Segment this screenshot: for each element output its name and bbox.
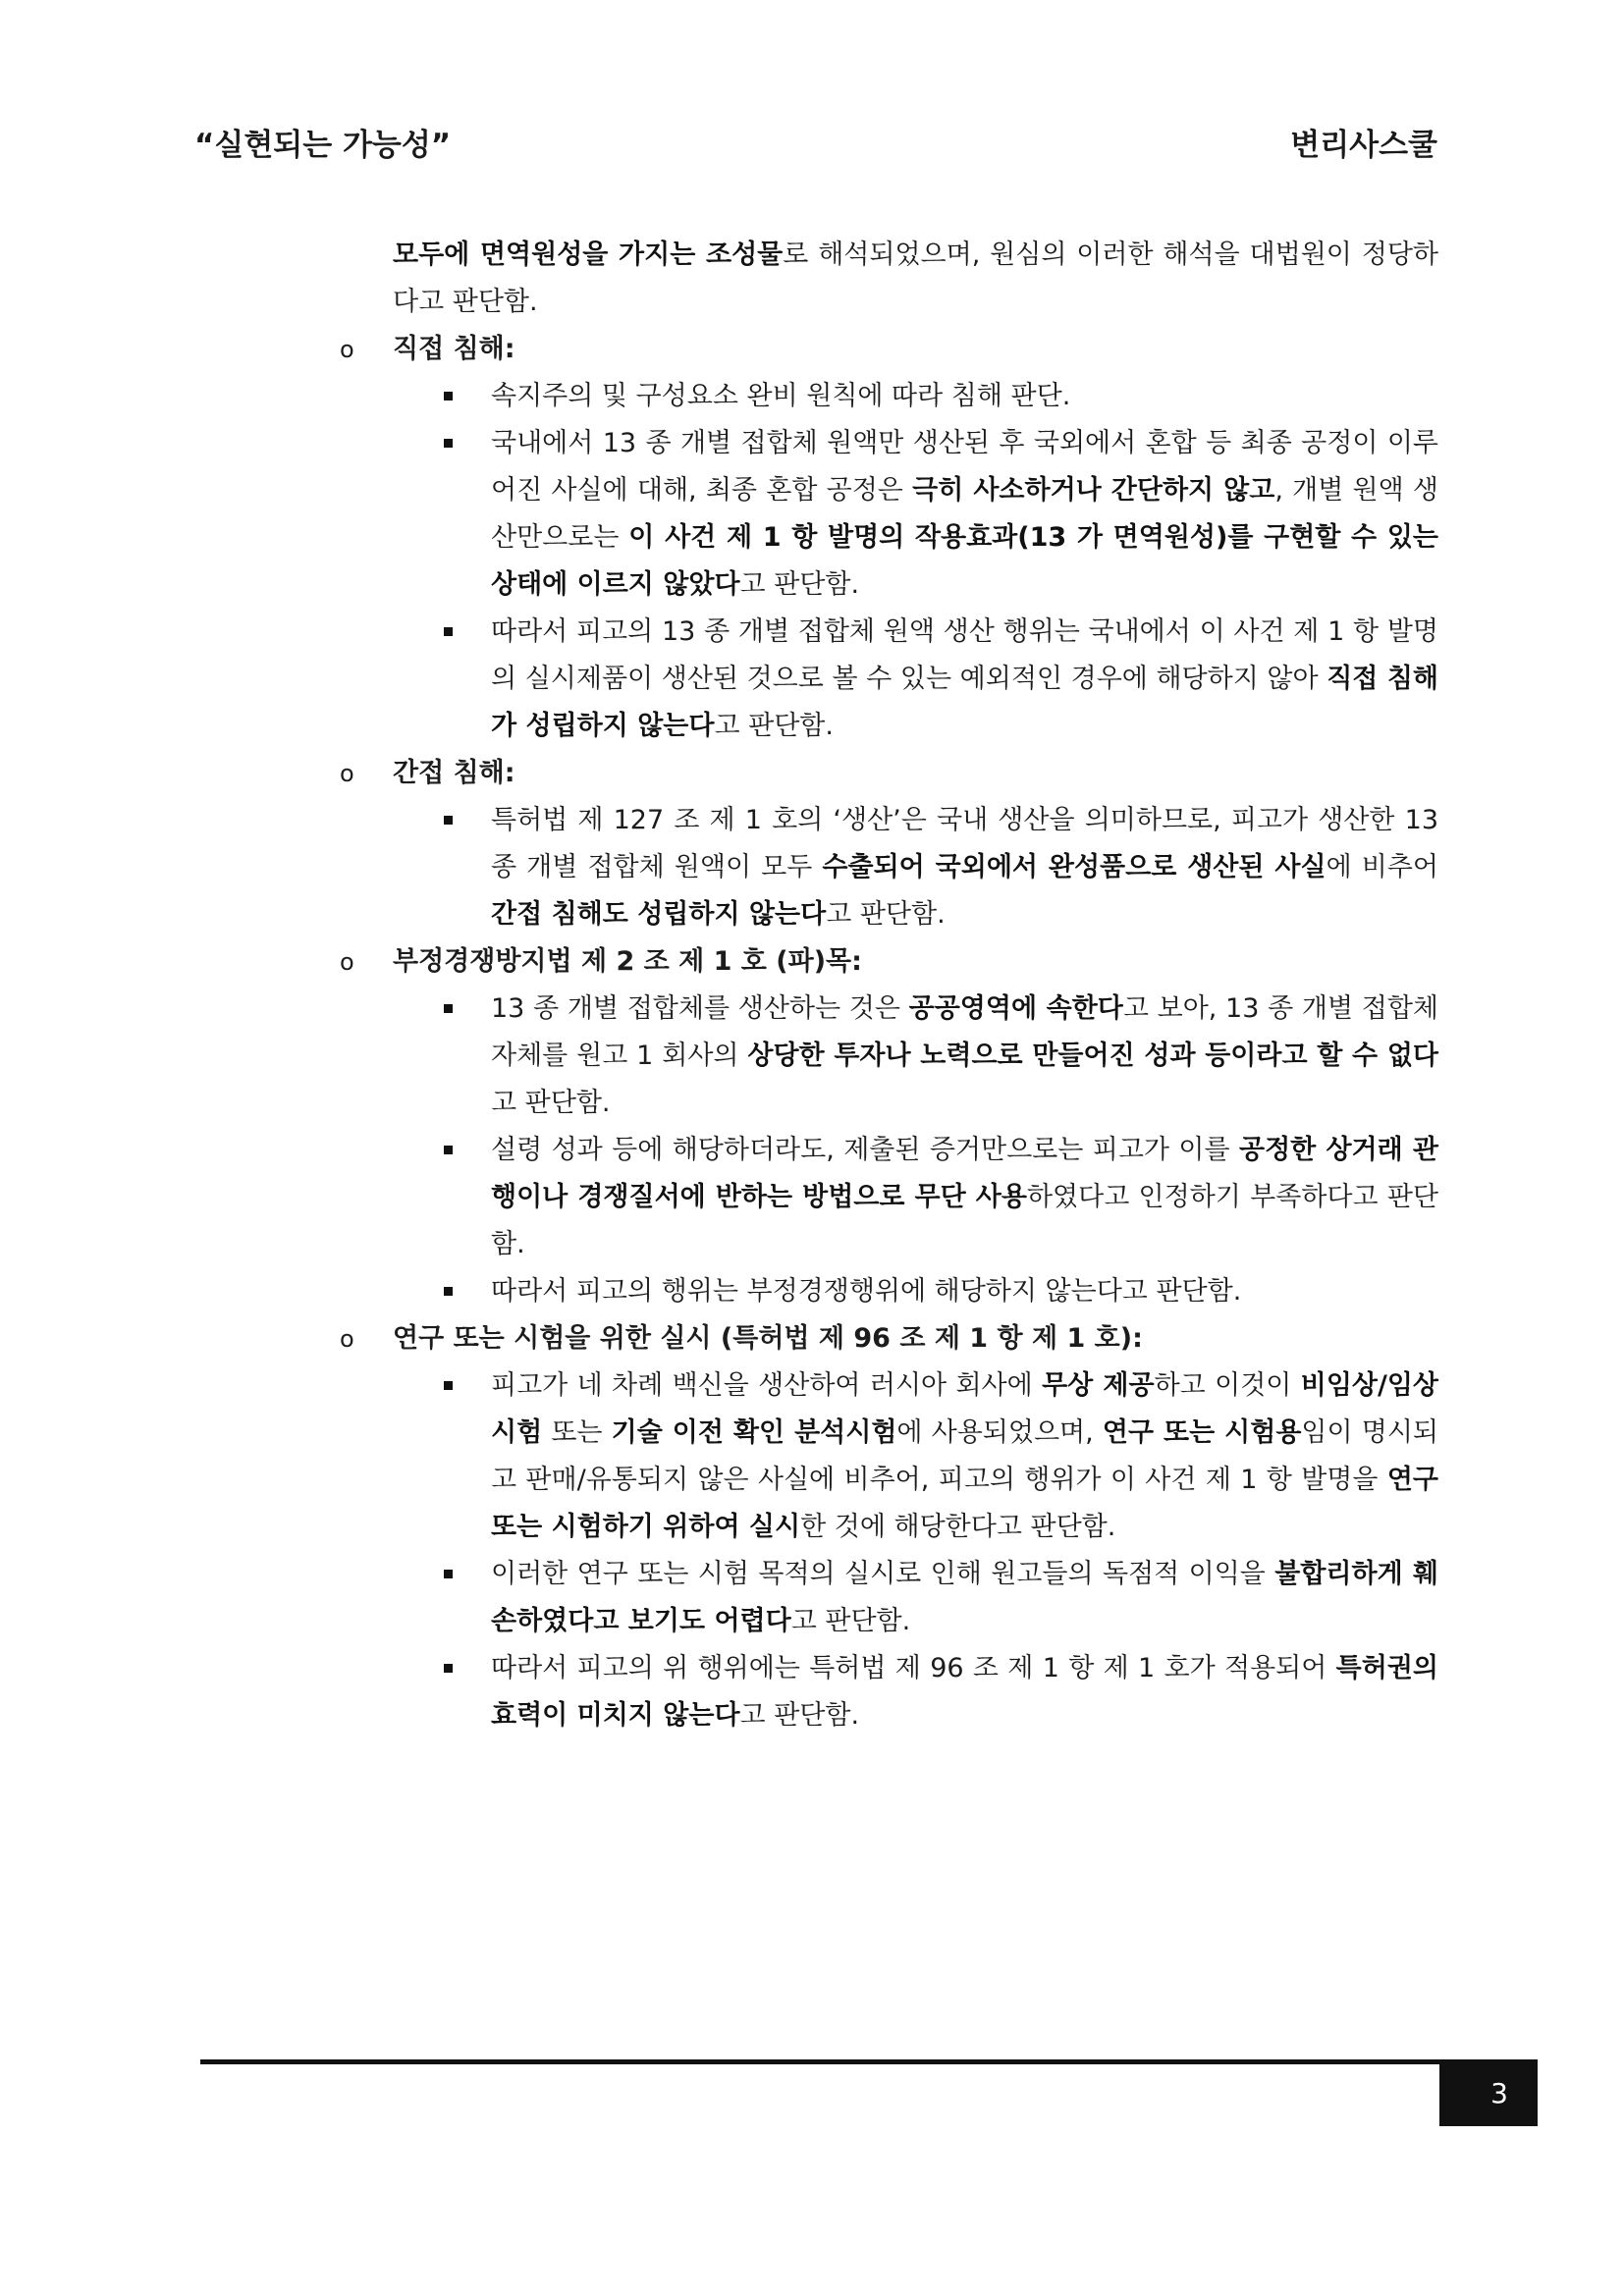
- emphasis-text: 모두에 면역원성을 가지는 조성물: [393, 240, 784, 270]
- square-bullet-icon: [444, 392, 453, 400]
- emphasis-text: 공정한 상거래 관행이나 경쟁질서에 반하는 방법으로 무단 사용: [491, 1135, 1439, 1212]
- body-text: 따라서 피고의 행위는 부정경쟁행위에 해당하지 않는다고 판단함.: [491, 1276, 1242, 1307]
- body-text: 국내에서 13 종 개별 접합체 원액만 생산된 후 국외에서 혼합 등 최종 공정이 이루어진 사실에 대해, 최종 혼합 공정은: [491, 428, 1438, 506]
- sub-list-item: [491, 797, 1438, 938]
- emphasis-text: 극히 사소하거나 간단하지 않고: [912, 475, 1275, 506]
- square-bullet-icon: [444, 1004, 453, 1013]
- body-text: 피고가 네 차례 백신을 생산하여 러시아 회사에: [491, 1370, 1043, 1401]
- sub-list-item: [491, 1551, 1438, 1645]
- square-bullet-icon: [444, 1146, 453, 1154]
- body-text: 13 종 개별 접합체를 생산하는 것은: [491, 993, 909, 1024]
- body-text: 하고 이것이: [1154, 1370, 1301, 1401]
- item-heading: 부정경쟁방지법 제 2 조 제 1 호 (파)목:: [393, 946, 862, 977]
- circle-bullet-icon: o: [340, 336, 354, 363]
- square-bullet-icon: [444, 1570, 453, 1578]
- emphasis-text: 간접 침해도 성립하지 않는다: [491, 899, 827, 930]
- sub-list-item: [491, 373, 1438, 420]
- item-heading: 간접 침해:: [393, 758, 515, 788]
- footer-rule: [200, 2059, 1538, 2064]
- square-bullet-icon: [444, 1381, 453, 1390]
- emphasis-text: 공공영역에 속한다: [908, 993, 1123, 1024]
- body-text: 하였다고 인정하기 부족하다고 판단함.: [491, 1182, 1438, 1259]
- sub-list-item: [491, 986, 1438, 1127]
- sub-list-item: [491, 1268, 1438, 1315]
- square-bullet-icon: [444, 627, 453, 636]
- emphasis-text: 이 사건 제 1 항 발명의 작용효과(13 가 면역원성)를 구현할 수 있는 상태에 이르지 않았다: [491, 522, 1438, 600]
- circle-bullet-icon: o: [340, 948, 354, 976]
- header-brand: 변리사스쿨: [1290, 128, 1437, 163]
- list-item: [340, 326, 1438, 373]
- circle-bullet-icon: o: [340, 1325, 354, 1353]
- body-text: 특허법 제 127 조 제 1 호의 ‘생산’은 국내 생산을 의미하므로, 피고가 생산한 13 종 개별 접합체 원액이 모두: [491, 805, 1438, 882]
- emphasis-text: 비임상/임상시험: [491, 1370, 1439, 1448]
- square-bullet-icon: [444, 1664, 453, 1673]
- body-text: 고 판단함.: [826, 899, 946, 930]
- item-heading: 직접 침해:: [393, 334, 515, 364]
- item-heading: 연구 또는 시험을 위한 실시 (특허법 제 96 조 제 1 항 제 1 호):: [393, 1323, 1143, 1354]
- emphasis-text: 직접 침해가 성립하지 않는다: [491, 664, 1438, 741]
- body-text: 따라서 피고의 13 종 개별 접합체 원액 생산 행위는 국내에서 이 사건 제 1 항 발명의 실시제품이 생산된 것으로 볼 수 있는 예외적인 경우에 해당하지 않아: [491, 616, 1438, 694]
- list-item: [340, 938, 1438, 986]
- circle-bullet-icon: o: [340, 760, 354, 787]
- body-text: 고 보아, 13 종 개별 접합체 자체를 원고 1 회사의: [491, 993, 1439, 1071]
- body-text: 설령 성과 등에 해당하더라도, 제출된 증거만으로는 피고가 이를: [491, 1135, 1239, 1165]
- sub-list-item: [491, 609, 1438, 750]
- emphasis-text: 기술 이전 확인 분석시험: [611, 1417, 897, 1448]
- body-text: , 개별 원액 생산만으로는: [491, 475, 1438, 553]
- body-text: 한 것에 해당한다고 판단함.: [800, 1512, 1116, 1542]
- list-item: [340, 750, 1438, 797]
- sub-list-item: [491, 1362, 1438, 1551]
- header-title: “실현되는 가능성”: [194, 128, 452, 163]
- body-text: 고 판단함.: [714, 711, 834, 741]
- sub-list-item: [491, 1645, 1438, 1739]
- body-text: 고 판단함.: [739, 569, 860, 600]
- body-text: 따라서 피고의 위 행위에는 특허법 제 96 조 제 1 항 제 1 호가 적용되어: [491, 1653, 1336, 1683]
- square-bullet-icon: [444, 816, 453, 825]
- body-text: 로 해석되었으며, 원심의 이러한 해석을 대법원이 정당하다고 판단함.: [393, 240, 1438, 317]
- square-bullet-icon: [444, 439, 453, 448]
- sub-list-item: [491, 1127, 1438, 1268]
- emphasis-text: 수출되어 국외에서 완성품으로 생산된 사실: [822, 852, 1326, 882]
- body-text: 또는: [542, 1417, 612, 1448]
- body-text: 에 비추어: [1326, 852, 1438, 882]
- body-text: 임이 명시되고 판매/유통되지 않은 사실에 비추어, 피고의 행위가 이 사건 제 1 항 발명을: [491, 1417, 1438, 1495]
- list-item: [340, 1315, 1438, 1362]
- emphasis-text: 연구 또는 시험하기 위하여 실시: [491, 1465, 1438, 1542]
- body-text: 이러한 연구 또는 시험 목적의 실시로 인해 원고들의 독점적 이익을: [491, 1559, 1275, 1589]
- intro-paragraph: [393, 232, 1438, 326]
- emphasis-text: 특허권의 효력이 미치지 않는다: [491, 1653, 1438, 1731]
- page-number: 3: [1439, 2061, 1538, 2126]
- sub-list-item: [491, 420, 1438, 609]
- body-text: 고 판단함.: [790, 1606, 911, 1636]
- emphasis-text: 불합리하게 훼손하였다고 보기도 어렵다: [491, 1559, 1438, 1636]
- item-list: [196, 326, 1438, 1739]
- square-bullet-icon: [444, 1287, 453, 1296]
- body-text: 에 사용되었으며,: [896, 1417, 1103, 1448]
- emphasis-text: 상당한 투자나 노력으로 만들어진 성과 등이라고 할 수 없다: [747, 1041, 1438, 1071]
- emphasis-text: 연구 또는 시험용: [1102, 1417, 1302, 1448]
- body-text: 고 판단함.: [491, 1088, 611, 1118]
- document-body: [196, 232, 1438, 1739]
- emphasis-text: 무상 제공: [1042, 1370, 1155, 1401]
- body-text: 고 판단함.: [739, 1700, 860, 1731]
- body-text: 속지주의 및 구성요소 완비 원칙에 따라 침해 판단.: [491, 381, 1071, 411]
